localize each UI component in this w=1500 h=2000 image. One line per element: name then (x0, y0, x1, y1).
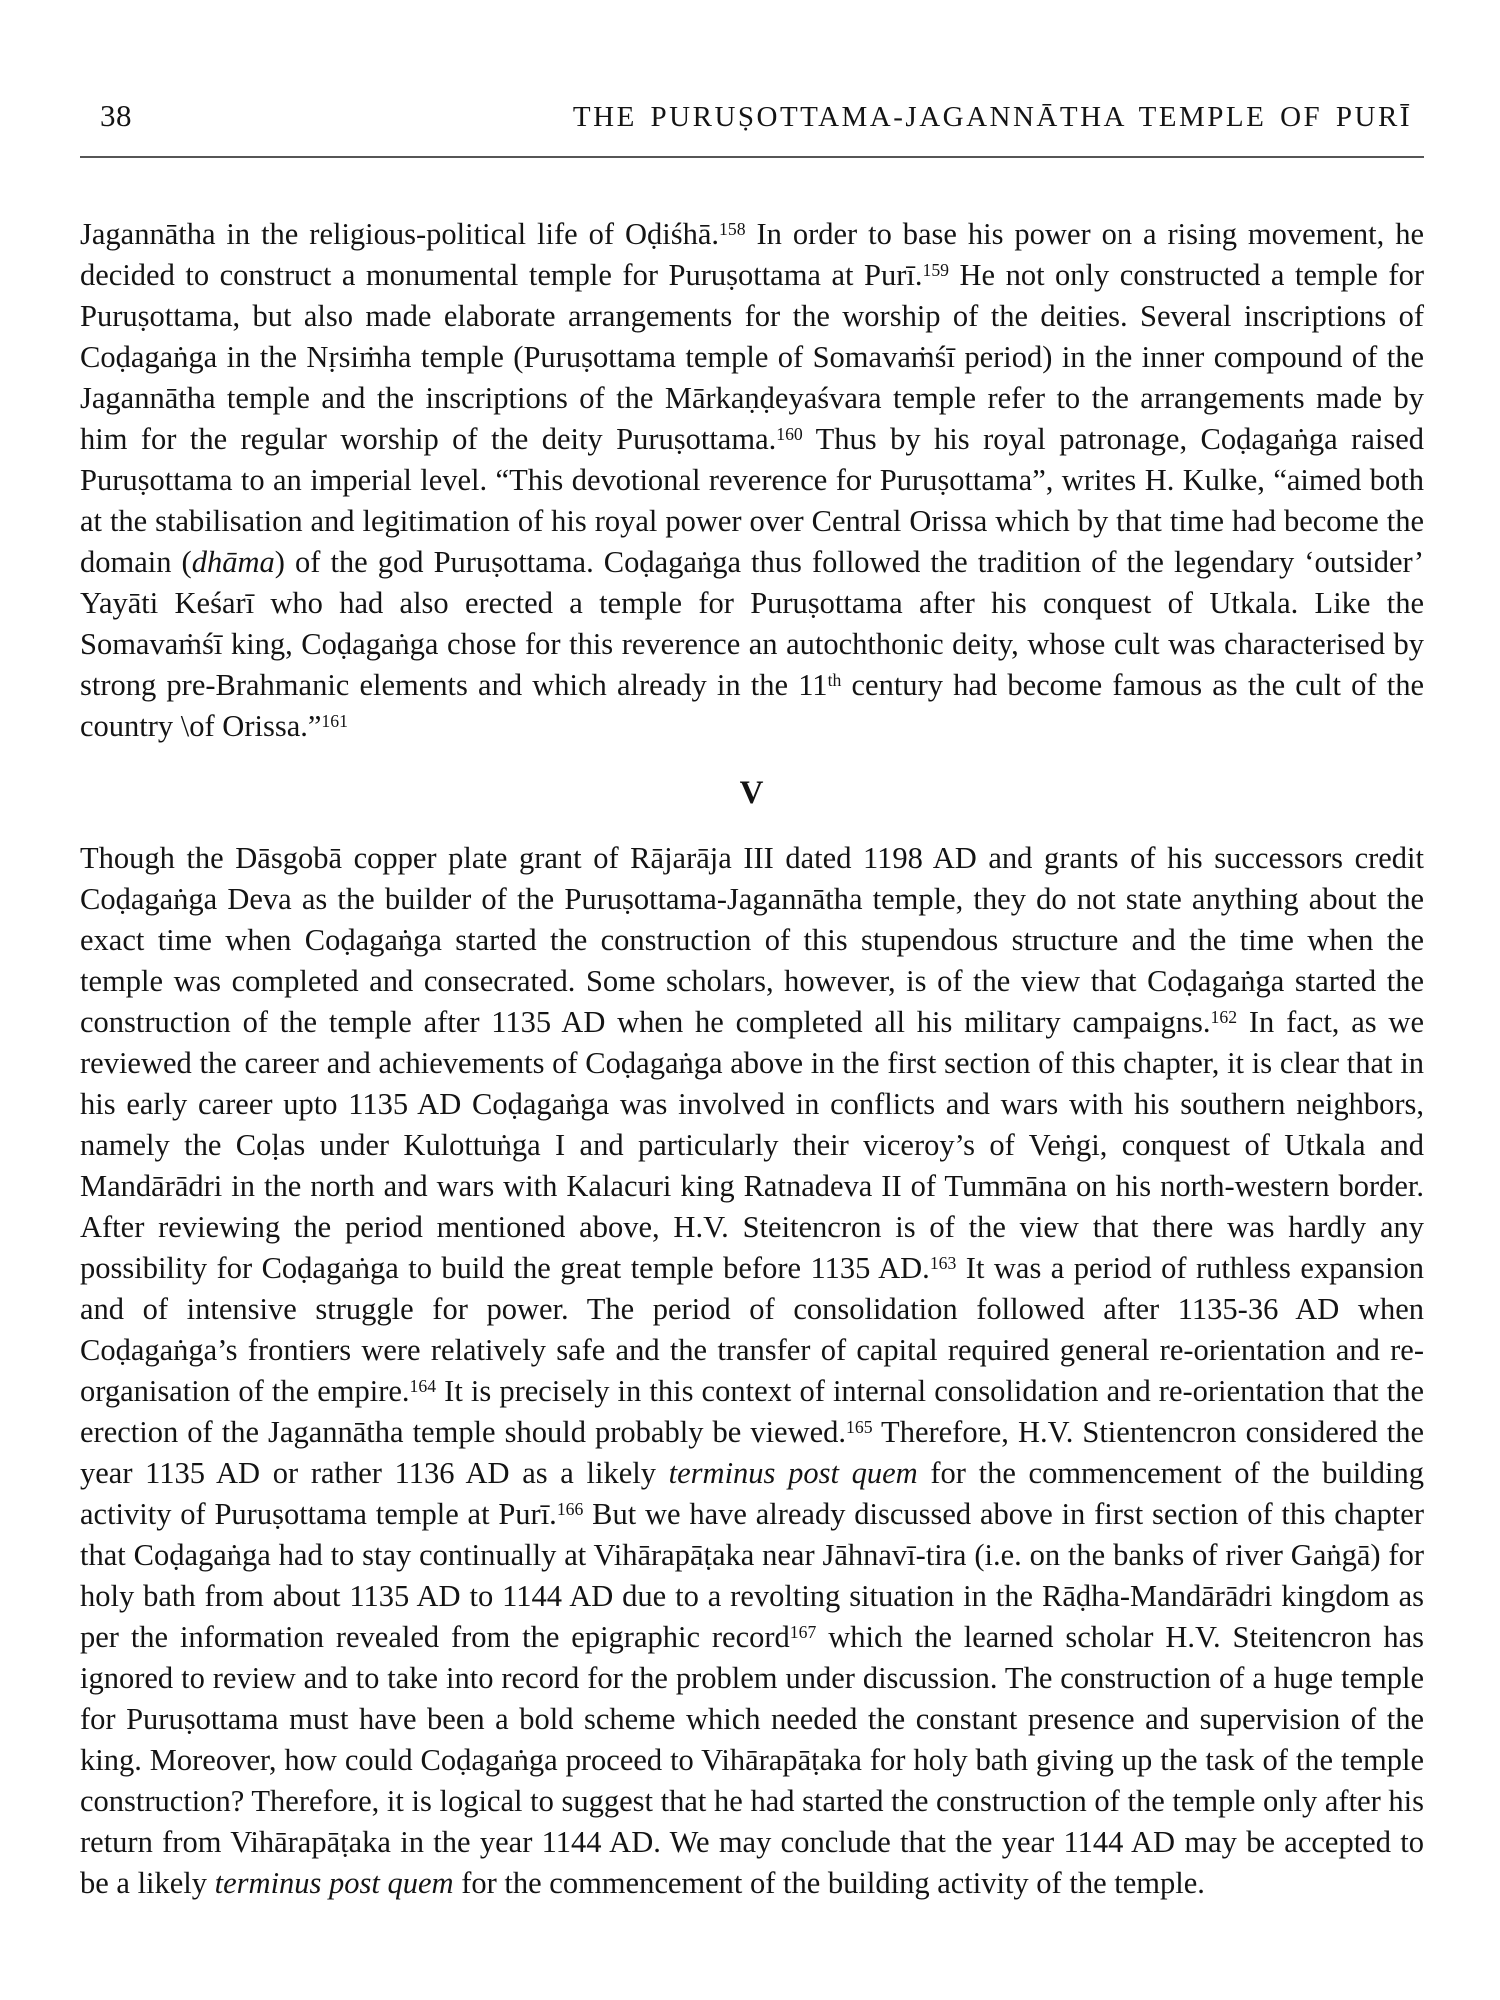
page-header (80, 98, 1424, 134)
section-heading: V (739, 775, 765, 811)
page-content (80, 0, 1424, 1904)
running-title: THE PURUṢOTTAMA-JAGANNĀTHA TEMPLE OF PURĪ (572, 101, 1412, 133)
paragraph-1: Jagannātha in the religious-political life of Oḍiśhā.$^{158}$ In order to base his power on a rising movement, he decided to construct a monumental temple for Puruṣottama at Purī.$^{159}$ He not only constructed a temple for Puruṣottama, but also made elaborate arrangements for the worship of the deities. Several inscriptions of Coḍagaṅga in the Nṛsiṁha temple (Puruṣottama temple of Somavaṁśī period) in the inner compound of the Jagannātha temple and the inscriptions of the Mārkaṇḍeyaśvara temple refer to the arrangements made by him for the regular worship of the deity Puruṣottama.$^{160}$ Thus by his royal patronage, Coḍagaṅga raised Puruṣottama to an imperial level. “This devotional reverence for Puruṣottama”, writes H. Kulke, “aimed both at the stabilisation and legitimation of his royal power over Central Orissa which by that time had become the domain (dhāma) of the god Puruṣottama. Coḍagaṅga thus followed the tradition of the legendary ‘outsider’ Yayāti Keśarī who had also erected a temple for Puruṣottama after his conquest of Utkala. Like the Somavaṁśī king, Coḍagaṅga chose for this reverence an autochthonic deity, whose cult was characterised by strong pre-Brahmanic elements and which already in the 11th century had become famous as the cult of the country \of Orissa.”$^{161}$ (80, 217, 1425, 743)
page-number: 38 (100, 98, 132, 133)
header-rule (80, 156, 1424, 158)
paragraph-2: Though the Dāsgobā copper plate grant of Rājarāja III dated 1198 AD and grants of his successors credit Coḍagaṅga Deva as the builder of the Puruṣottama-Jagannātha temple, they do not state anything about the exact time when Coḍagaṅga started the construction of this stupendous structure and the time when the temple was completed and consecrated. Some scholars, however, is of the view that Coḍagaṅga started the construction of the temple after 1135 AD when he completed all his military campaigns.$^{162}$ In fact, as we reviewed the career and achievements of Coḍagaṅga above in the first section of this chapter, it is clear that in his early career upto 1135 AD Coḍagaṅga was involved in conflicts and wars with his southern neighbors, namely the Coḷas under Kulottuṅga I and particularly their viceroy’s of Veṅgi, conquest of Utkala and Mandārādri in the north and wars with Kalacuri king Ratnadeva II of Tummāna on his north-western border. After reviewing the period mentioned above, H.V. Steitencron is of the view that there was hardly any possibility for Coḍagaṅga to build the great temple before 1135 AD.$^{163}$ It was a period of ruthless expansion and of intensive struggle for power. The period of consolidation followed after 1135-36 AD when Coḍagaṅga’s frontiers were relatively safe and the transfer of capital required general re-orientation and re-organisation of the empire.$^{164}$ It is precisely in this context of internal consolidation and re-orientation that the erection of the Jagannātha temple should probably be viewed.$^{165}$ Therefore, H.V. Stientencron considered the year 1135 AD or rather 1136 AD as a likely terminus post quem for the commencement of the building activity of Puruṣottama temple at Purī.$^{166}$ But we have already discussed above in first section of this chapter that Coḍagaṅga had to stay continually at Vihārapāṭaka near Jāhnavī-tira (i.e. on the banks of river Gaṅgā) for holy bath from about 1135 AD to 1144 AD due to a revolting situation in the Rāḍha-Mandārādri kingdom as per the information revealed from the epigraphic record$^{167}$ which the learned scholar H.V. Steitencron has ignored to review and to take into record for the problem under discussion. The construction of a huge temple for Puruṣottama must have been a bold scheme which needed the constant presence and supervision of the king. Moreover, how could Coḍagaṅga proceed to Vihārapāṭaka for holy bath giving up the task of the temple construction? Therefore, it is logical to suggest that he had started the construction of the temple only after his return from Vihārapāṭaka in the year 1144 AD. We may conclude that the year 1144 AD may be accepted to be a likely terminus post quem for the commencement of the building activity of the temple. (80, 841, 1424, 1900)
body-text (80, 214, 1424, 1904)
